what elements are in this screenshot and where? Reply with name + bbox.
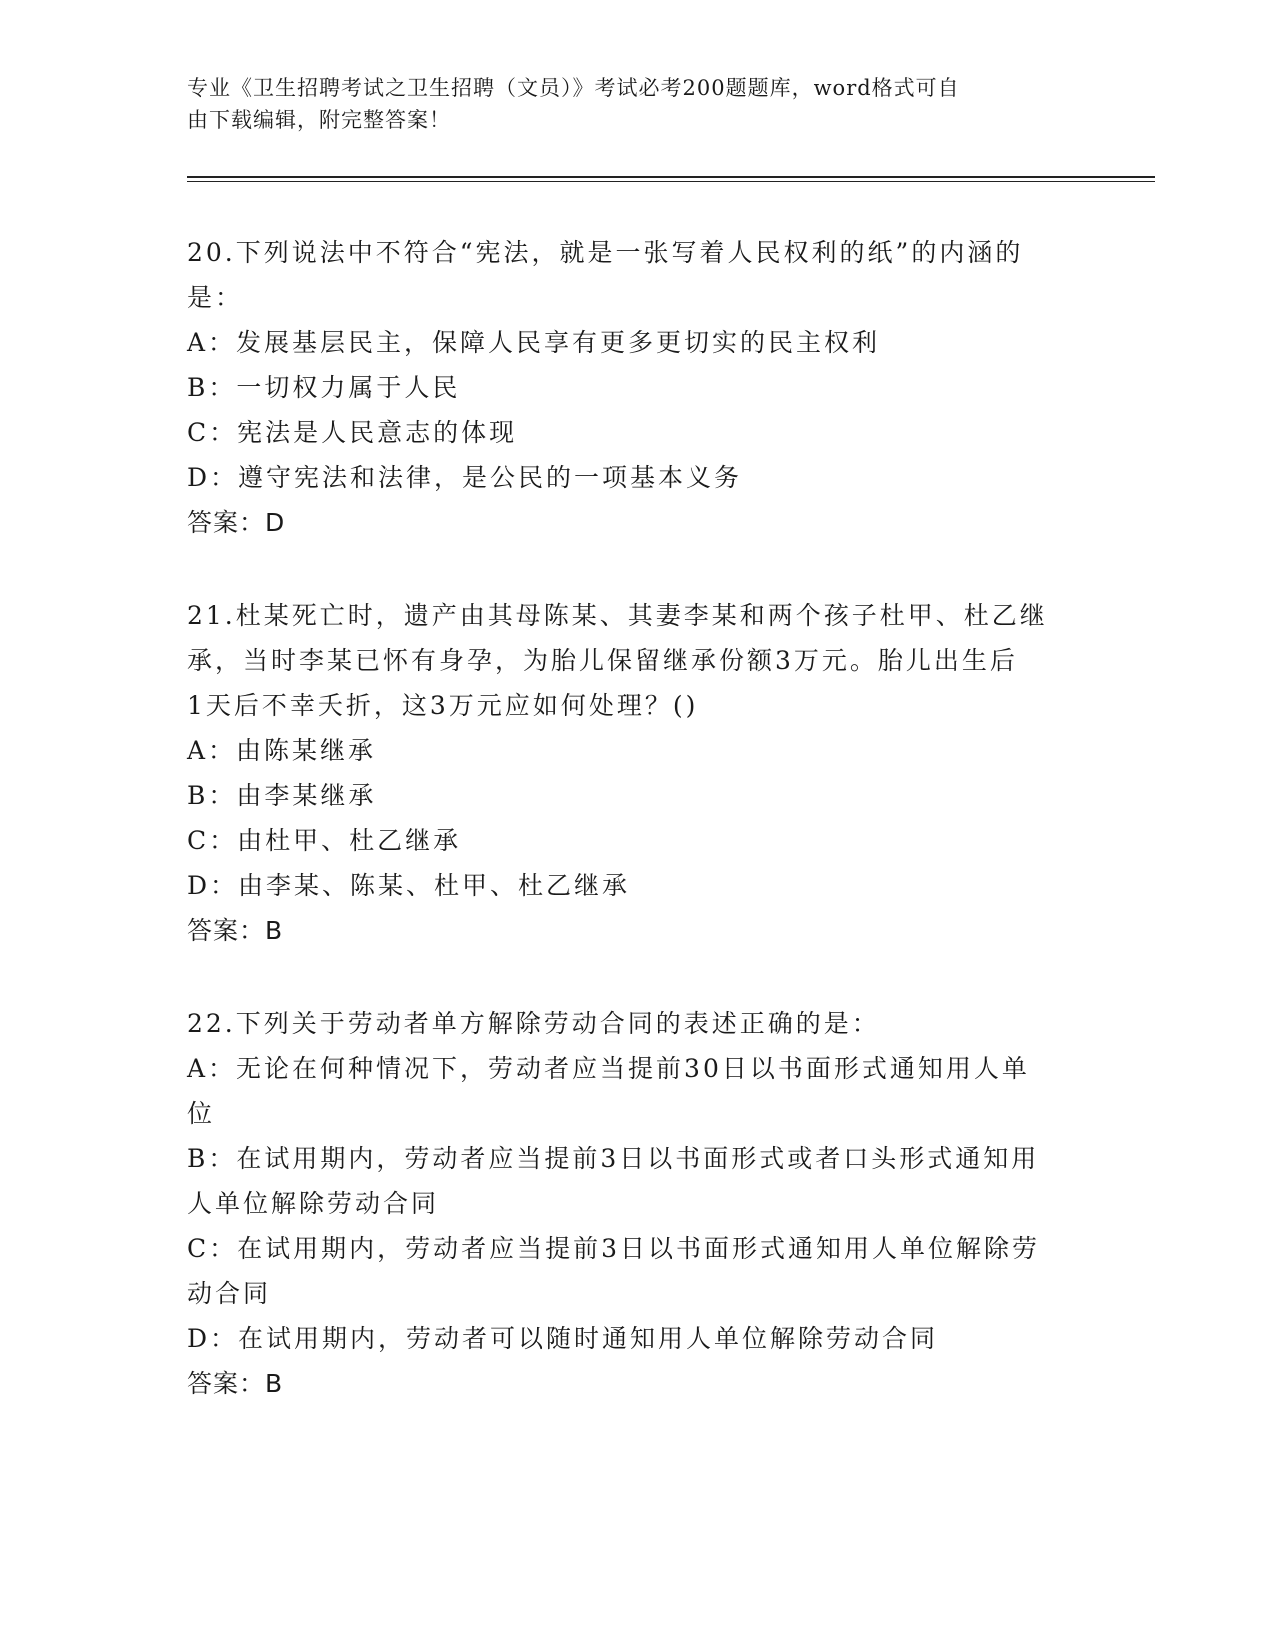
answer-option-line: C：由杜甲、杜乙继承 <box>187 826 462 855</box>
answer-option-line: 位 <box>187 1099 216 1128</box>
answer-option <box>187 1136 1087 1226</box>
question-list <box>187 230 1087 1454</box>
header-line-1: 专业《卫生招聘考试之卫生招聘（文员）》考试必考200题题库，word格式可自 <box>187 76 960 100</box>
answer-option-line: 人单位解除劳动合同 <box>187 1189 440 1218</box>
header-divider-thin <box>187 181 1155 182</box>
question-stem-line: 22.下列关于劳动者单方解除劳动合同的表述正确的是： <box>187 1009 880 1038</box>
question-stem-line: 1天后不幸夭折，这3万元应如何处理？() <box>187 691 699 720</box>
answer-option-line: A：发展基层民主，保障人民享有更多更切实的民主权利 <box>187 328 881 357</box>
answer-option <box>187 728 1087 773</box>
question-stem-line: 承，当时李某已怀有身孕，为胎儿保留继承份额3万元。胎儿出生后 <box>187 646 1018 675</box>
answer-option-line: C：在试用期内，劳动者应当提前3日以书面形式通知用人单位解除劳 <box>187 1234 1041 1263</box>
answer-option-line: B：一切权力属于人民 <box>187 373 461 402</box>
question-stem-line: 21.杜某死亡时，遗产由其母陈某、其妻李某和两个孩子杜甲、杜乙继 <box>187 601 1048 630</box>
answer-option <box>187 773 1087 818</box>
question-item <box>187 1001 1087 1406</box>
document-header <box>187 72 1067 136</box>
question-item <box>187 593 1087 953</box>
answer-option-line: D：由李某、陈某、杜甲、杜乙继承 <box>187 871 631 900</box>
answer-option-line: A：无论在何种情况下，劳动者应当提前30日以书面形式通知用人单 <box>187 1054 1030 1083</box>
header-line-2: 由下载编辑，附完整答案！ <box>187 108 451 132</box>
answer-option-line: D：在试用期内，劳动者可以随时通知用人单位解除劳动合同 <box>187 1324 939 1353</box>
answer-option-line: 动合同 <box>187 1279 272 1308</box>
answer-option <box>187 1316 1087 1361</box>
answer-option <box>187 1046 1087 1136</box>
answer-option-line: B：由李某继承 <box>187 781 377 810</box>
question-item <box>187 230 1087 545</box>
answer-option <box>187 410 1087 455</box>
answer-option <box>187 818 1087 863</box>
header-divider-thick <box>187 176 1155 178</box>
answer-option <box>187 455 1087 500</box>
question-stem-line: 20.下列说法中不符合“宪法，就是一张写着人民权利的纸”的内涵的 <box>187 238 1024 267</box>
answer-option-line: C：宪法是人民意志的体现 <box>187 418 518 447</box>
question-stem-line: 是： <box>187 283 244 312</box>
answer-option <box>187 320 1087 365</box>
answer-option-line: B：在试用期内，劳动者应当提前3日以书面形式或者口头形式通知用 <box>187 1144 1040 1173</box>
answer-option-line: D：遵守宪法和法律，是公民的一项基本义务 <box>187 463 743 492</box>
answer-option-line: A：由陈某继承 <box>187 736 377 765</box>
answer-option <box>187 863 1087 908</box>
answer-key: 答案：B <box>187 916 284 945</box>
answer-key: 答案：D <box>187 508 286 537</box>
answer-option <box>187 365 1087 410</box>
answer-key: 答案：B <box>187 1369 284 1398</box>
answer-option <box>187 1226 1087 1316</box>
